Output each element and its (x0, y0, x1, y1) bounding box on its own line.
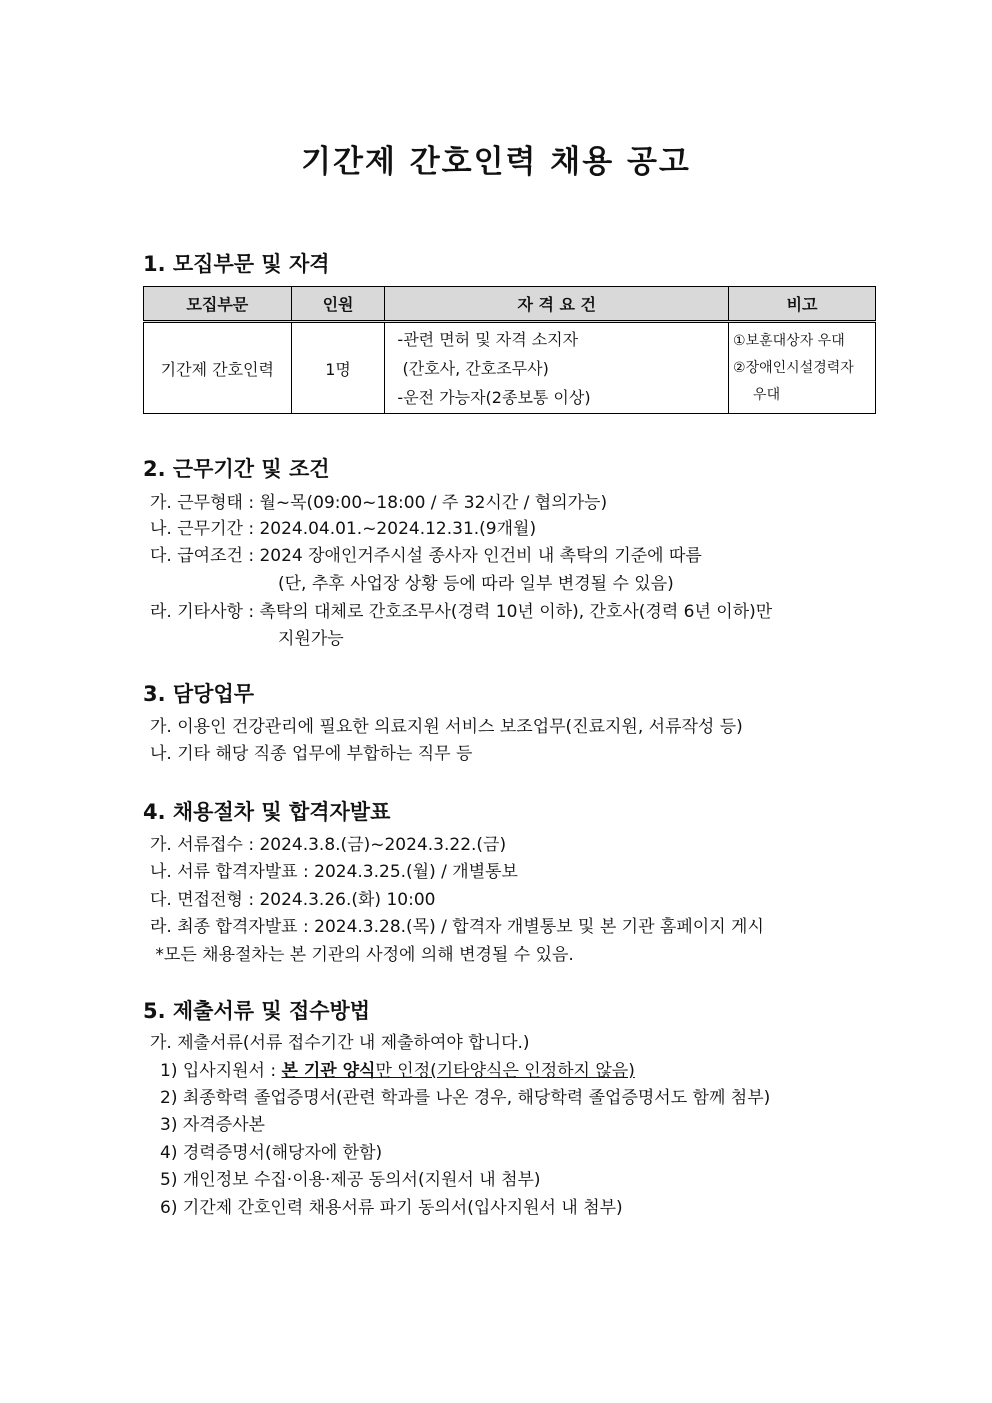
note-line: ①보훈대상자 우대 (733, 332, 845, 349)
requirement-line: -운전 가능자(2종보통 이상) (397, 387, 591, 407)
requirement-line: -관련 면허 및 자격 소지자 (397, 329, 579, 349)
section-3-heading: 3. 담당업무 (143, 682, 255, 706)
table-row (144, 322, 876, 414)
requirement-line: (간호사, 간호조무사) (397, 358, 549, 378)
doc-item-1-prefix: 1) 입사지원서 : (160, 1061, 282, 1081)
doc-item-1 (160, 1056, 635, 1081)
procedure-note: *모든 채용절차는 본 기관의 사정에 의해 변경될 수 있음. (150, 945, 574, 965)
doc-item-5: 5) 개인정보 수집·이용·제공 동의서(지원서 내 첨부) (160, 1170, 541, 1190)
note-line: 우대 (753, 386, 781, 403)
cell-note (729, 322, 876, 414)
section-1-heading: 1. 모집부문 및 자격 (143, 252, 330, 276)
document-pass-announce: 나. 서류 합격자발표 : 2024.3.25.(월) / 개별통보 (150, 862, 518, 882)
header-dept: 모집부문 (144, 287, 292, 322)
section-5-heading: 5. 제출서류 및 접수방법 (143, 999, 371, 1023)
interview: 다. 면접전형 : 2024.3.26.(화) 10:00 (150, 890, 436, 910)
other-matters: 라. 기타사항 : 촉탁의 대체로 간호조무사(경력 10년 이하), 간호사(경력 6년 이하)만 (150, 602, 773, 622)
other-matters-cont: 지원가능 (278, 629, 344, 649)
doc-item-1-rest: 만 인정(기타양식은 인정하지 않음) (375, 1061, 635, 1081)
note-line: ②장애인시설경력자 (733, 359, 854, 376)
header-count: 인원 (291, 287, 385, 322)
doc-item-2: 2) 최종학력 졸업증명서(관련 학과를 나온 경우, 해당학력 졸업증명서도 함께 첨부) (160, 1088, 771, 1108)
section-4-heading: 4. 채용절차 및 합격자발표 (143, 800, 391, 824)
work-period: 나. 근무기간 : 2024.04.01.~2024.12.31.(9개월) (150, 519, 537, 539)
cell-requirements (385, 322, 729, 414)
documents-intro: 가. 제출서류(서류 접수기간 내 제출하여야 합니다.) (150, 1033, 530, 1053)
duty-1: 가. 이용인 건강관리에 필요한 의료지원 서비스 보조업무(진료지원, 서류작성 등) (150, 717, 743, 737)
cell-count: 1명 (291, 322, 385, 414)
cell-dept: 기간제 간호인력 (144, 322, 292, 414)
doc-item-6: 6) 기간제 간호인력 채용서류 파기 동의서(입사지원서 내 첨부) (160, 1198, 623, 1218)
doc-item-3: 3) 자격증사본 (160, 1115, 265, 1135)
recruitment-table (143, 286, 876, 414)
salary-condition-note: (단, 추후 사업장 상황 등에 따라 일부 변경될 수 있음) (278, 574, 674, 594)
table-header-row (144, 287, 876, 322)
duty-2: 나. 기타 해당 직종 업무에 부합하는 직무 등 (150, 744, 473, 764)
document-receipt: 가. 서류접수 : 2024.3.8.(금)~2024.3.22.(금) (150, 835, 507, 855)
salary-condition: 다. 급여조건 : 2024 장애인거주시설 종사자 인건비 내 촉탁의 기준에 따름 (150, 546, 702, 566)
header-note: 비고 (729, 287, 876, 322)
work-type: 가. 근무형태 : 월~목(09:00~18:00 / 주 32시간 / 협의가능) (150, 493, 608, 513)
page-title: 기간제 간호인력 채용 공고 (301, 144, 691, 180)
section-2-heading: 2. 근무기간 및 조건 (143, 457, 330, 481)
final-pass-announce: 라. 최종 합격자발표 : 2024.3.28.(목) / 합격자 개별통보 및 본 기관 홈페이지 게시 (150, 917, 764, 937)
doc-item-1-bold: 본 기관 양식 (281, 1061, 376, 1081)
header-requirements: 자 격 요 건 (385, 287, 729, 322)
doc-item-4: 4) 경력증명서(해당자에 한함) (160, 1143, 383, 1163)
